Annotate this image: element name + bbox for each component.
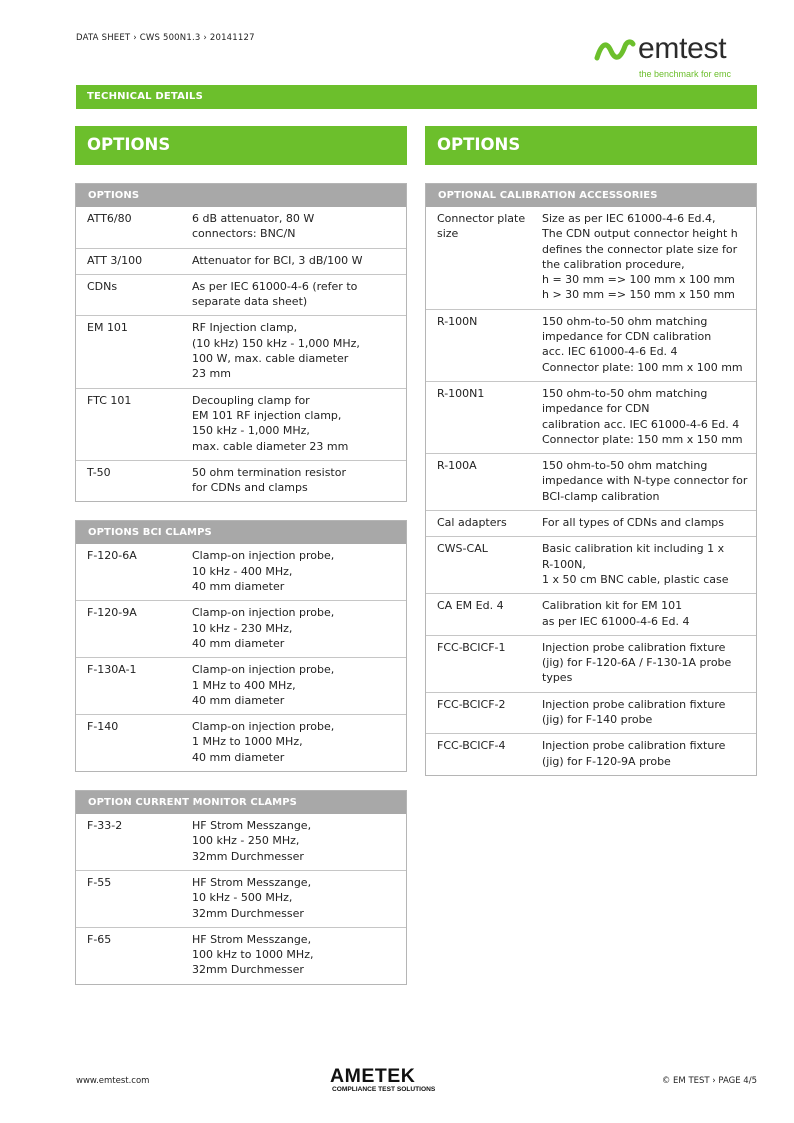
item-description: As per IEC 61000-4-6 (refer to separate data sheet) (192, 279, 358, 309)
table-row (76, 814, 406, 870)
item-name: R-100N1 (437, 386, 485, 400)
item-description: Calibration kit for EM 101 as per IEC 61000-4-6 Ed. 4 (542, 599, 690, 628)
table-row (426, 733, 756, 775)
table-heading: OPTIONS BCI CLAMPS (76, 521, 406, 544)
item-name: CA EM Ed. 4 (437, 599, 504, 613)
item-description: Injection probe calibration fixture (jig) for F-120-9A probe (542, 739, 726, 768)
left-tables (75, 165, 407, 985)
technical-details-label: TECHNICAL DETAILS (87, 91, 203, 102)
footer-page-number: © EM TEST › PAGE 4/5 (661, 1076, 757, 1086)
emtest-logo (594, 32, 759, 82)
item-description: Size as per IEC 61000-4-6 Ed.4, The CDN output connector height h defines the connector plate size for the calibration procedure, h = 30 mm => 100 mm x 100 mm h > 30 mm => 150 mm x 150 mm (542, 212, 738, 302)
item-description: Clamp-on injection probe, 1 MHz to 1000 MHz, 40 mm diameter (192, 720, 335, 764)
item-name: FCC-BCICF-2 (437, 697, 506, 711)
spec-table (75, 520, 407, 772)
right-section-title: OPTIONS (425, 126, 757, 165)
item-description: 150 ohm-to-50 ohm matching impedance for CDN calibration acc. IEC 61000-4-6 Ed. 4 Connector plate: 100 mm x 100 mm (542, 314, 743, 374)
item-name: FCC-BCICF-1 (437, 640, 506, 654)
item-description: Injection probe calibration fixture (jig) for F-120-6A / F-130-1A probe types (542, 640, 732, 685)
item-name: FCC-BCICF-4 (437, 739, 506, 753)
spec-table (75, 790, 407, 985)
item-name: R-100A (437, 459, 477, 473)
item-description: Injection probe calibration fixture (jig) for F-140 probe (542, 697, 726, 727)
breadcrumb: DATA SHEET › CWS 500N1.3 › 20141127 (76, 33, 255, 43)
item-name: F-120-6A (87, 549, 137, 563)
item-name: F-140 (87, 720, 119, 734)
item-description: Attenuator for BCI, 3 dB/100 W (192, 253, 363, 267)
table-row (76, 460, 406, 502)
item-description: Clamp-on injection probe, 10 kHz - 230 MHz, 40 mm diameter (192, 606, 335, 650)
left-section-title: OPTIONS (75, 126, 407, 165)
table-row (76, 248, 406, 274)
item-description: 150 ohm-to-50 ohm matching impedance for CDN calibration acc. IEC 61000-4-6 Ed. 4 Connector plate: 150 mm x 150 mm (542, 386, 743, 446)
item-name: ATT6/80 (87, 212, 132, 225)
item-description: HF Strom Messzange, 10 kHz - 500 MHz, 32mm Durchmesser (192, 875, 312, 920)
table-row (426, 510, 756, 536)
item-name: F-130A-1 (87, 663, 137, 677)
item-name: F-55 (87, 875, 112, 889)
item-name: CWS-CAL (437, 542, 488, 556)
table-row (76, 870, 406, 927)
emtest-wave-icon (594, 38, 636, 62)
table-row (426, 692, 756, 734)
logo-tagline: the benchmark for emc (639, 69, 732, 79)
spec-table (425, 183, 757, 776)
item-name: F-65 (87, 932, 112, 946)
table-row (426, 381, 756, 453)
item-description: 6 dB attenuator, 80 W connectors: BNC/N (192, 212, 315, 241)
item-description: HF Strom Messzange, 100 kHz to 1000 MHz, 32mm Durchmesser (192, 932, 314, 977)
item-description: Decoupling clamp for EM 101 RF injection clamp, 150 kHz - 1,000 MHz, max. cable diameter 23 mm (192, 393, 349, 453)
right-tables (425, 165, 757, 776)
table-row (76, 315, 406, 387)
item-name: R-100N (437, 314, 478, 328)
table-heading: OPTIONS (76, 184, 406, 207)
table-row (76, 544, 406, 600)
ametek-logo (330, 1065, 456, 1095)
table-row (76, 927, 406, 984)
right-column (425, 126, 757, 776)
table-row (426, 635, 756, 692)
footer-url: www.emtest.com (76, 1076, 150, 1086)
table-row (426, 593, 756, 635)
item-name: Connector plate size (437, 212, 526, 241)
table-heading: OPTIONAL CALIBRATION ACCESSORIES (426, 184, 756, 207)
table-row (76, 274, 406, 316)
item-name: EM 101 (87, 321, 128, 335)
ametek-subtitle: COMPLIANCE TEST SOLUTIONS (332, 1086, 436, 1093)
left-column (75, 126, 407, 985)
table-heading: OPTION CURRENT MONITOR CLAMPS (76, 791, 406, 814)
item-name: T-50 (87, 465, 111, 479)
item-description: HF Strom Messzange, 100 kHz - 250 MHz, 32mm Durchmesser (192, 819, 312, 863)
table-row (76, 207, 406, 248)
item-description: 150 ohm-to-50 ohm matching impedance with N-type connector for BCI-clamp calibration (542, 459, 748, 503)
table-row (426, 453, 756, 510)
table-row (426, 309, 756, 381)
item-description: 50 ohm termination resistor for CDNs and clamps (192, 465, 346, 495)
technical-details-bar (76, 85, 757, 109)
table-row (76, 714, 406, 771)
table-row (76, 600, 406, 657)
item-description: For all types of CDNs and clamps (542, 516, 725, 530)
logo-wordmark: emtest (638, 32, 727, 65)
item-description: RF Injection clamp, (10 kHz) 150 kHz - 1,000 MHz, 100 W, max. cable diameter 23 mm (192, 321, 360, 381)
item-description: Clamp-on injection probe, 1 MHz to 400 MHz, 40 mm diameter (192, 663, 335, 707)
table-row (76, 388, 406, 460)
item-name: ATT 3/100 (87, 253, 143, 267)
ametek-wordmark: AMETEK (330, 1065, 416, 1087)
item-name: CDNs (87, 279, 118, 293)
item-name: Cal adapters (437, 516, 507, 530)
table-row (76, 657, 406, 714)
table-row (426, 207, 756, 309)
table-row (426, 536, 756, 593)
item-description: Basic calibration kit including 1 x R-100N, 1 x 50 cm BNC cable, plastic case (542, 542, 729, 586)
item-name: F-120-9A (87, 606, 137, 620)
spec-table (75, 183, 407, 502)
item-description: Clamp-on injection probe, 10 kHz - 400 MHz, 40 mm diameter (192, 549, 335, 594)
item-name: F-33-2 (87, 819, 123, 833)
item-name: FTC 101 (87, 393, 132, 407)
